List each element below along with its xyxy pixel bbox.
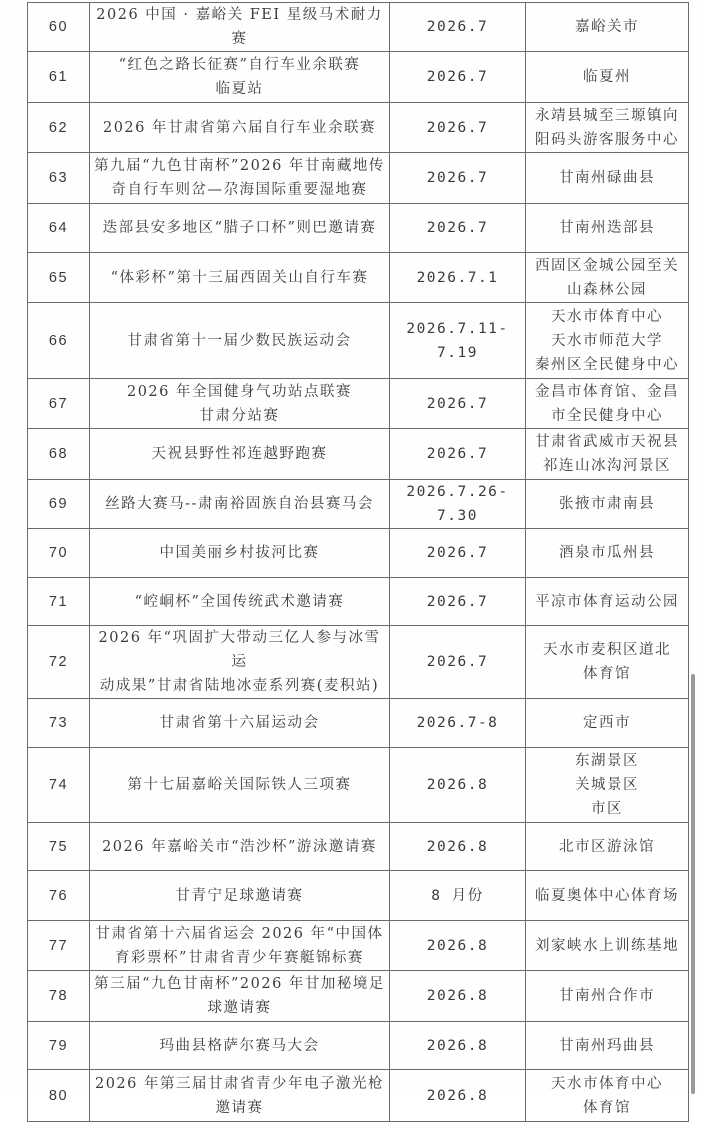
event-location-line: 西固区金城公园至关 <box>535 257 679 274</box>
event-name-cell <box>90 153 390 204</box>
event-date: 2026.7.1 <box>390 253 526 303</box>
event-name-cell <box>90 52 390 103</box>
event-location-line: 体育馆 <box>583 1099 631 1116</box>
event-date: 2026.7 <box>390 204 526 253</box>
event-date: 2026.7 <box>390 626 526 699</box>
table-row <box>28 871 689 921</box>
row-number: 64 <box>28 204 90 253</box>
event-location-line: 天水市体育中心 <box>551 1075 663 1092</box>
event-location-cell <box>526 626 689 699</box>
table-row <box>28 429 689 480</box>
table-row <box>28 480 689 529</box>
event-location-line: 天水市体育中心 <box>551 308 663 325</box>
event-location-cell <box>526 379 689 429</box>
event-location-line: 平凉市体育运动公园 <box>535 593 679 610</box>
event-location-line: 酒泉市瓜州县 <box>559 545 655 561</box>
event-name-cell <box>90 748 390 823</box>
event-name-cell <box>90 1022 390 1070</box>
event-location-line: 北市区游泳馆 <box>559 838 655 855</box>
event-name-cell <box>90 303 390 379</box>
table-row <box>28 1022 689 1070</box>
event-date: 2026.8 <box>390 1022 526 1070</box>
row-number: 61 <box>28 52 90 103</box>
row-number: 73 <box>28 699 90 748</box>
event-name-cell <box>90 3 390 52</box>
row-number: 79 <box>28 1022 90 1070</box>
row-number: 60 <box>28 3 90 52</box>
events-table-body <box>28 3 689 1122</box>
events-table <box>27 2 689 1122</box>
event-name-line: 2026 年嘉峪关市“浩沙杯”游泳邀请赛 <box>102 838 377 855</box>
table-row <box>28 529 689 578</box>
event-location-cell <box>526 103 689 153</box>
event-date: 2026.7 <box>390 379 526 429</box>
event-location-line: 秦州区全民健身中心 <box>535 356 679 373</box>
event-date: 2026.7 <box>390 153 526 204</box>
event-location-line: 临夏州 <box>583 69 631 85</box>
event-location-cell <box>526 1070 689 1122</box>
event-date: 2026.8 <box>390 823 526 871</box>
event-name-line: 动成果”甘肃省陆地冰壶系列赛(麦积站) <box>99 678 380 694</box>
event-date: 2026.7 <box>390 3 526 52</box>
event-location-line: 甘南州迭部县 <box>559 220 655 236</box>
row-number: 80 <box>28 1070 90 1122</box>
event-name-line: 甘青宁足球邀请赛 <box>175 887 304 904</box>
event-location-cell <box>526 529 689 578</box>
event-name-line: “红色之路长征赛”自行车业余联赛 <box>118 57 361 73</box>
row-number: 72 <box>28 626 90 699</box>
event-location-line: 甘南州碌曲县 <box>559 170 655 186</box>
event-location-line: 祁连山冰沟河景区 <box>543 458 671 474</box>
event-name-line: 奇自行车则岔—尕海国际重要湿地赛 <box>111 182 368 198</box>
event-location-cell <box>526 153 689 204</box>
event-name-cell <box>90 871 390 921</box>
event-name-line: 邀请赛 <box>215 1099 264 1116</box>
event-location-line: 天水市麦积区道北 <box>543 642 671 658</box>
row-number: 66 <box>28 303 90 379</box>
event-date: 2026.7 <box>390 529 526 578</box>
event-location-cell <box>526 52 689 103</box>
table-row <box>28 971 689 1022</box>
row-number: 70 <box>28 529 90 578</box>
event-location-line: 体育馆 <box>583 666 631 682</box>
event-name-line: 2026 年第三届甘肃省青少年电子激光枪 <box>94 1075 384 1092</box>
event-name-line: 2026 中国 · 嘉峪关 FEI 星级马术耐力赛 <box>96 7 383 47</box>
event-location-line: 张掖市肃南县 <box>559 496 655 512</box>
event-name-cell <box>90 699 390 748</box>
table-row <box>28 3 689 52</box>
event-location-cell <box>526 699 689 748</box>
event-location-cell <box>526 971 689 1022</box>
event-name-line: 中国美丽乡村拔河比赛 <box>159 545 320 561</box>
table-row <box>28 253 689 303</box>
event-name-cell <box>90 253 390 303</box>
event-location-line: 关城景区 <box>575 777 639 793</box>
row-number: 68 <box>28 429 90 480</box>
table-row <box>28 921 689 971</box>
event-location-cell <box>526 303 689 379</box>
event-name-line: 迭部县安多地区“腊子口杯”则巴邀请赛 <box>102 220 377 236</box>
event-date: 8 月份 <box>390 871 526 921</box>
event-name-cell <box>90 823 390 871</box>
table-row <box>28 748 689 823</box>
event-location-cell <box>526 1022 689 1070</box>
event-location-line: 东湖景区 <box>575 753 639 769</box>
table-row <box>28 52 689 103</box>
event-location-line: 阳码头游客服务中心 <box>535 131 679 148</box>
event-name-line: 玛曲县格萨尔赛马大会 <box>159 1037 320 1054</box>
event-name-line: 甘肃省第十六届省运会 2026 年“中国体 <box>95 925 384 942</box>
table-row <box>28 303 689 379</box>
row-number: 65 <box>28 253 90 303</box>
event-location-line: 嘉峪关市 <box>575 19 639 35</box>
row-number: 71 <box>28 578 90 626</box>
event-name-cell <box>90 103 390 153</box>
event-name-line: 2026 年全国健身气功站点联赛 <box>126 383 352 400</box>
event-date: 2026.7.11-7.19 <box>390 303 526 379</box>
event-location-cell <box>526 578 689 626</box>
event-location-line: 天水市师范大学 <box>551 332 663 349</box>
event-location-cell <box>526 480 689 529</box>
event-location-line: 市全民健身中心 <box>551 407 663 424</box>
event-location-line: 临夏奥体中心体育场 <box>535 887 679 904</box>
event-location-line: 甘南州合作市 <box>559 988 655 1004</box>
table-row <box>28 204 689 253</box>
event-location-cell <box>526 3 689 52</box>
event-date: 2026.8 <box>390 1070 526 1122</box>
event-name-cell <box>90 480 390 529</box>
event-name-line: 甘肃省第十六届运动会 <box>159 715 320 731</box>
event-name-cell <box>90 921 390 971</box>
event-date: 2026.7 <box>390 578 526 626</box>
event-date: 2026.7 <box>390 429 526 480</box>
event-name-line: 天祝县野性祁连越野跑赛 <box>151 446 328 462</box>
event-name-line: 第三届“九色甘南杯”2026 年甘加秘境足 <box>94 976 385 992</box>
event-location-line: 山森林公园 <box>567 281 647 298</box>
event-location-cell <box>526 921 689 971</box>
table-row <box>28 578 689 626</box>
event-date: 2026.8 <box>390 971 526 1022</box>
row-number: 67 <box>28 379 90 429</box>
event-date: 2026.7.26-7.30 <box>390 480 526 529</box>
table-row <box>28 1070 689 1122</box>
row-number: 77 <box>28 921 90 971</box>
event-location-line: 甘南州玛曲县 <box>559 1037 655 1054</box>
event-name-line: 育彩票杯”甘肃省青少年赛艇锦标赛 <box>115 949 364 966</box>
event-location-cell <box>526 429 689 480</box>
event-location-line: 市区 <box>591 801 623 817</box>
row-number: 78 <box>28 971 90 1022</box>
row-number: 69 <box>28 480 90 529</box>
row-number: 74 <box>28 748 90 823</box>
event-name-line: 2026 年“巩固扩大带动三亿人参与冰雪运 <box>98 630 381 670</box>
scrollbar-thumb[interactable] <box>691 674 695 1094</box>
event-location-cell <box>526 253 689 303</box>
row-number: 63 <box>28 153 90 204</box>
event-date: 2026.7 <box>390 52 526 103</box>
event-name-cell <box>90 1070 390 1122</box>
event-location-line: 永靖县城至三塬镇向 <box>535 107 679 124</box>
table-row <box>28 379 689 429</box>
row-number: 62 <box>28 103 90 153</box>
table-row <box>28 103 689 153</box>
event-name-line: 丝路大赛马--肃南裕固族自治县赛马会 <box>105 496 374 512</box>
event-name-line: 甘肃分站赛 <box>199 407 280 424</box>
event-name-line: 2026 年甘肃省第六届自行车业余联赛 <box>102 119 376 136</box>
event-name-line: “崆峒杯”全国传统武术邀请赛 <box>134 593 345 610</box>
event-name-cell <box>90 971 390 1022</box>
event-location-cell <box>526 748 689 823</box>
table-row <box>28 823 689 871</box>
event-location-line: 定西市 <box>583 715 631 731</box>
event-name-line: 球邀请赛 <box>207 1000 272 1016</box>
event-name-cell <box>90 529 390 578</box>
table-row <box>28 699 689 748</box>
event-name-line: “体彩杯”第十三届西固关山自行车赛 <box>110 269 369 286</box>
event-name-line: 临夏站 <box>215 81 264 97</box>
event-date: 2026.7-8 <box>390 699 526 748</box>
event-name-line: 甘肃省第十一届少数民族运动会 <box>127 332 352 349</box>
event-date: 2026.8 <box>390 748 526 823</box>
row-number: 75 <box>28 823 90 871</box>
event-name-cell <box>90 204 390 253</box>
event-name-cell <box>90 429 390 480</box>
event-date: 2026.8 <box>390 921 526 971</box>
event-location-cell <box>526 871 689 921</box>
table-row <box>28 626 689 699</box>
event-location-cell <box>526 823 689 871</box>
table-row <box>28 153 689 204</box>
event-location-cell <box>526 204 689 253</box>
event-location-line: 刘家峡水上训练基地 <box>535 937 679 954</box>
event-name-cell <box>90 626 390 699</box>
row-number: 76 <box>28 871 90 921</box>
event-name-line: 第九届“九色甘南杯”2026 年甘南藏地传 <box>94 158 385 174</box>
event-name-cell <box>90 379 390 429</box>
event-location-line: 金昌市体育馆、金昌 <box>535 383 679 400</box>
event-name-cell <box>90 578 390 626</box>
event-date: 2026.7 <box>390 103 526 153</box>
event-name-line: 第十七届嘉峪关国际铁人三项赛 <box>127 777 352 793</box>
event-location-line: 甘肃省武威市天祝县 <box>535 434 679 450</box>
